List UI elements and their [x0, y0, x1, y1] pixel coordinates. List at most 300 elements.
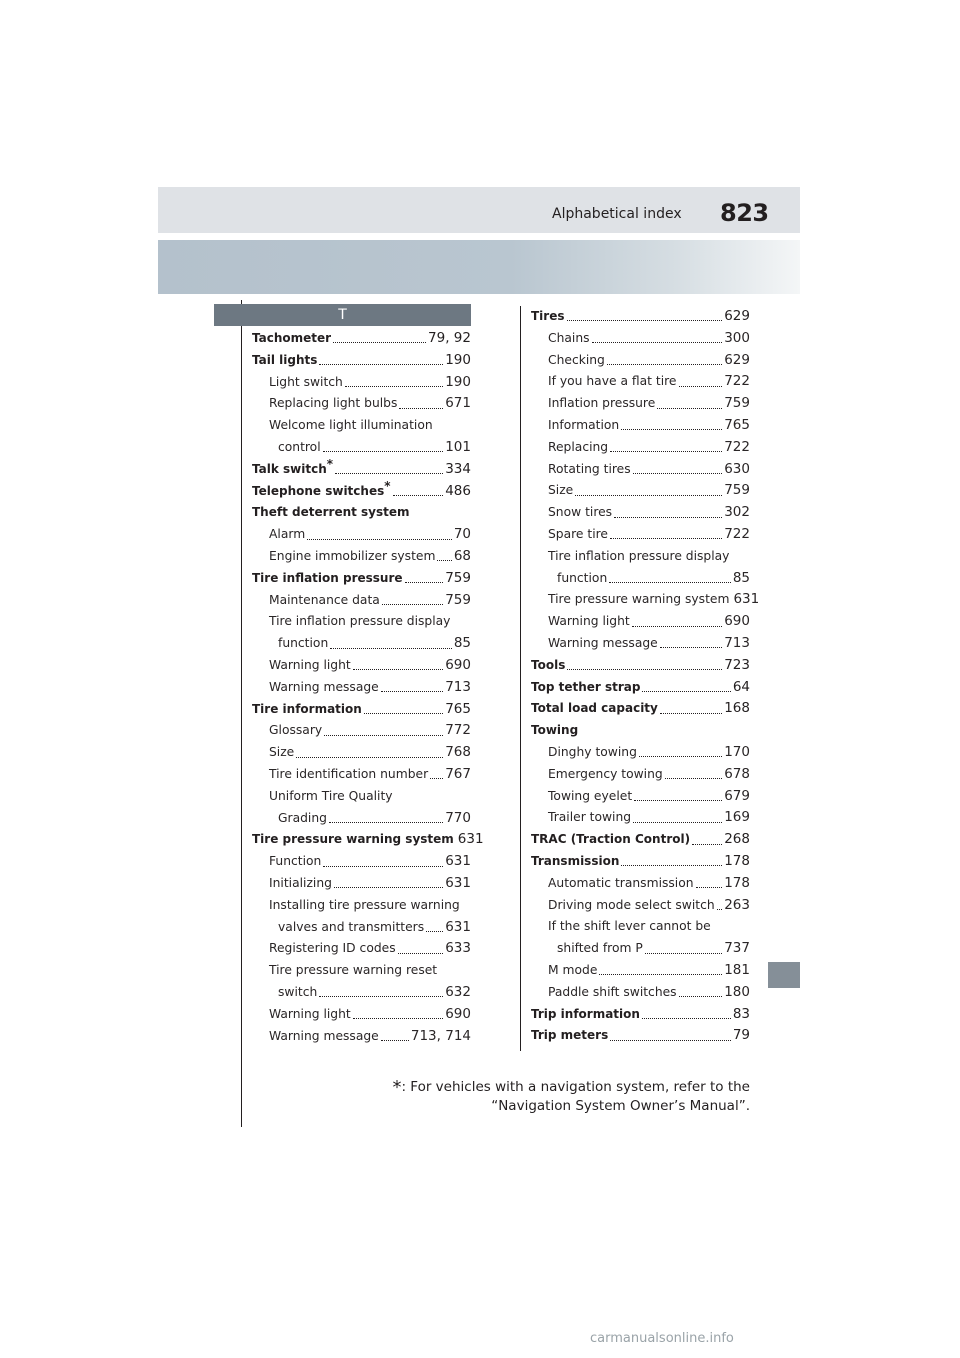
index-entry-pages: 765 — [724, 416, 750, 433]
dot-leader — [567, 320, 723, 321]
index-entry — [531, 720, 750, 742]
index-entry-pages: 631 — [457, 831, 484, 848]
dot-leader — [399, 408, 443, 409]
index-entry-pages: 759 — [724, 395, 750, 412]
footnote-star-icon: * — [384, 478, 391, 493]
index-entry — [531, 829, 750, 851]
index-entry-pages: 690 — [445, 1005, 471, 1022]
index-entry-label — [548, 437, 608, 459]
index-entry-label — [548, 960, 597, 982]
index-entry-pages: 79 — [732, 1027, 750, 1044]
index-entry-pages: 632 — [445, 983, 471, 1000]
index-entry-pages: 181 — [724, 961, 750, 978]
index-entry-text: Tachometer — [252, 331, 332, 345]
dot-leader — [614, 517, 722, 518]
index-entry-pages: 713 — [445, 678, 471, 695]
index-entry-text: Theft deterrent system — [252, 505, 410, 520]
index-entry — [252, 524, 471, 546]
dot-leader — [696, 887, 723, 888]
index-entry-pages: 631 — [733, 591, 760, 608]
index-entry-pages: 770 — [445, 809, 471, 826]
index-entry-pages: 671 — [445, 395, 471, 412]
index-entry — [531, 306, 750, 328]
index-entry-text: Telephone switches — [252, 483, 385, 498]
index-entry-text: Tire pressure warning system — [252, 832, 454, 847]
index-entry — [531, 524, 750, 546]
index-entry — [531, 982, 750, 1004]
index-entry-label — [548, 546, 750, 568]
index-entry-label — [269, 895, 471, 917]
dot-leader — [323, 451, 444, 452]
dot-leader — [610, 538, 722, 539]
index-entry-label — [269, 786, 471, 808]
index-entry — [252, 808, 471, 830]
page-number: 823 — [720, 199, 769, 227]
index-entry-pages: 629 — [724, 308, 750, 324]
index-entry-text: Tire identification number — [269, 766, 429, 781]
dot-leader — [665, 778, 723, 779]
index-entry-label — [269, 742, 294, 764]
dot-leader — [353, 669, 443, 670]
index-entry — [252, 350, 471, 372]
index-entry-text: Warning message — [548, 635, 658, 650]
index-entry-pages: 268 — [724, 831, 750, 848]
index-entry-label — [252, 699, 362, 721]
index-entry-pages: 334 — [445, 460, 471, 477]
index-entry — [531, 938, 750, 960]
dot-leader — [405, 582, 444, 583]
index-entry-text: function — [557, 570, 608, 585]
index-entry-text: control — [278, 439, 321, 454]
index-entry-text: Emergency towing — [548, 766, 663, 781]
index-entry-text: Tire inflation pressure display — [548, 548, 730, 563]
index-entry — [531, 502, 750, 524]
dot-leader — [679, 996, 723, 997]
index-entry-pages: 737 — [724, 940, 750, 957]
index-entry-pages: 722 — [724, 373, 750, 390]
index-entry — [531, 546, 750, 568]
index-entry-text: Registering ID codes — [269, 941, 396, 956]
index-entry-label — [278, 808, 327, 830]
dot-leader — [633, 822, 722, 823]
index-entry-text: Size — [548, 483, 574, 498]
dot-leader — [437, 560, 451, 561]
dot-leader — [660, 647, 722, 648]
index-entry-pages: 767 — [445, 765, 471, 782]
index-entry — [531, 895, 750, 917]
index-entry-label — [252, 568, 403, 590]
index-entry — [531, 589, 760, 611]
index-entry — [531, 371, 750, 393]
dot-leader — [353, 1018, 443, 1019]
index-entry-text: Warning light — [269, 1006, 351, 1021]
index-entry — [252, 895, 471, 917]
index-entry-pages: 180 — [724, 983, 750, 1000]
index-entry-text: function — [278, 636, 329, 651]
dot-leader — [567, 669, 722, 670]
index-entry — [531, 633, 750, 655]
dot-leader — [679, 386, 723, 387]
index-entry — [252, 960, 471, 982]
index-entry-pages: 759 — [445, 569, 471, 586]
dot-leader — [592, 342, 723, 343]
index-entry-label — [548, 982, 677, 1004]
dot-leader — [324, 735, 443, 736]
index-entry — [252, 1026, 471, 1048]
index-entry-label — [548, 742, 637, 764]
index-entry-pages: 629 — [724, 351, 750, 368]
index-entry-label — [269, 655, 351, 677]
index-entry-pages: 178 — [724, 874, 750, 891]
index-entry — [252, 328, 471, 350]
index-entry-text: If you have a flat tire — [548, 374, 677, 389]
index-entry — [252, 611, 471, 633]
index-entry-text: Total load capacity — [531, 701, 658, 716]
index-entry-text: Tire inflation pressure — [252, 570, 403, 585]
column-rule-middle — [520, 306, 521, 1051]
footnote — [360, 1078, 750, 1115]
index-entry — [252, 938, 471, 960]
index-entry-text: Tail lights — [252, 352, 318, 367]
index-entry-text: Maintenance data — [269, 592, 380, 607]
index-entry-text: Uniform Tire Quality — [269, 788, 393, 803]
index-entry-pages: 300 — [724, 329, 750, 346]
index-entry-pages: 723 — [724, 656, 750, 673]
index-entry-text: Function — [269, 854, 322, 869]
index-entry-text: Chains — [548, 330, 590, 345]
index-entry — [252, 633, 471, 655]
dot-leader — [381, 691, 443, 692]
footnote-marker: * — [392, 1077, 402, 1098]
index-entry — [252, 829, 484, 851]
index-entry — [531, 916, 750, 938]
index-entry-pages: 178 — [724, 852, 750, 869]
dot-leader — [633, 473, 723, 474]
index-entry-label — [278, 917, 424, 939]
index-entry-pages: 486 — [445, 482, 471, 499]
index-entry — [252, 393, 471, 415]
index-entry-label — [278, 437, 321, 459]
index-entry-text: Rotating tires — [548, 461, 631, 476]
index-entry-label — [548, 502, 612, 524]
column-rule-left — [241, 300, 242, 1127]
index-entry-pages: 722 — [724, 525, 750, 542]
index-entry-label — [252, 502, 471, 524]
index-entry-text: valves and transmitters — [278, 919, 425, 934]
dot-leader — [319, 996, 443, 997]
dot-leader — [657, 408, 722, 409]
index-entry-pages: 263 — [724, 896, 750, 913]
index-entry — [252, 873, 471, 895]
index-entry-pages: 759 — [724, 482, 750, 499]
decorative-band — [158, 240, 800, 294]
index-entry-text: Automatic transmission — [548, 875, 694, 890]
index-entry — [252, 546, 471, 568]
dot-leader — [575, 495, 722, 496]
dot-leader — [334, 887, 443, 888]
index-entry — [531, 328, 750, 350]
index-entry — [531, 611, 750, 633]
index-entry-text: Size — [269, 745, 295, 760]
index-entry — [252, 568, 471, 590]
index-entry — [252, 502, 471, 524]
index-entry-label — [269, 415, 471, 437]
dot-leader — [621, 865, 722, 866]
index-entry-text: Replacing light bulbs — [269, 396, 398, 411]
index-entry — [252, 677, 471, 699]
index-entry-text: Light switch — [269, 374, 343, 389]
section-thumb-tab — [768, 962, 800, 988]
dot-leader — [599, 974, 722, 975]
index-entry-label — [531, 698, 658, 720]
index-entry — [252, 720, 471, 742]
dot-leader — [632, 626, 722, 627]
index-entry-label — [531, 677, 640, 699]
dot-leader — [319, 364, 443, 365]
index-entry — [252, 786, 471, 808]
page-title: Alphabetical index — [552, 206, 682, 222]
index-entry — [531, 873, 750, 895]
index-entry — [252, 372, 471, 394]
index-entry-pages: 679 — [724, 787, 750, 804]
index-entry — [252, 742, 471, 764]
index-entry-text: Inflation pressure — [548, 396, 656, 411]
index-entry-text: Transmission — [531, 853, 620, 868]
dot-leader — [607, 364, 722, 365]
index-entry-label — [531, 1004, 640, 1026]
index-entry — [531, 480, 750, 502]
index-entry — [531, 1004, 750, 1026]
index-entry-text: Driving mode select switch — [548, 897, 715, 912]
dot-leader — [639, 756, 722, 757]
index-entry-text: Replacing — [548, 439, 609, 454]
index-entry-pages: 772 — [445, 722, 471, 739]
index-entry-pages: 633 — [445, 940, 471, 957]
footnote-line-2: “Navigation System Owner’s Manual”. — [491, 1098, 750, 1114]
index-entry-label — [269, 1004, 351, 1026]
index-entry-label — [531, 1025, 608, 1047]
dot-leader — [645, 953, 722, 954]
index-entry-text: Tires — [531, 309, 565, 323]
index-entry-label — [557, 568, 607, 590]
index-entry-label — [269, 372, 343, 394]
index-entry — [252, 655, 471, 677]
index-column-right — [531, 306, 760, 1047]
index-entry-label — [548, 807, 631, 829]
index-entry-pages: 690 — [724, 613, 750, 630]
index-entry — [252, 437, 471, 459]
dot-leader — [642, 691, 730, 692]
index-entry-text: Trip information — [531, 1006, 640, 1021]
index-entry-label — [548, 633, 658, 655]
dot-leader — [610, 1040, 731, 1041]
index-entry-label — [548, 916, 750, 938]
index-entry — [531, 568, 750, 590]
index-entry-label — [548, 589, 729, 611]
index-entry-text: Paddle shift switches — [548, 984, 677, 999]
index-entry — [252, 851, 471, 873]
index-entry-label — [269, 938, 396, 960]
index-entry-pages: 190 — [445, 351, 471, 368]
dot-leader — [717, 909, 723, 910]
index-entry — [531, 807, 750, 829]
index-entry-pages: 85 — [453, 635, 471, 652]
index-entry-label — [252, 456, 334, 481]
index-entry-text: Trailer towing — [548, 810, 632, 825]
index-entry-pages: 768 — [445, 744, 471, 761]
index-entry-label — [278, 633, 328, 655]
index-entry-text: Tools — [531, 657, 566, 672]
dot-leader — [398, 953, 444, 954]
index-entry-pages: 302 — [724, 504, 750, 521]
index-entry — [531, 698, 750, 720]
index-entry-label — [269, 677, 379, 699]
index-entry-label — [269, 960, 471, 982]
index-entry-label — [548, 611, 630, 633]
index-entry-text: Tire pressure warning system — [548, 592, 730, 607]
index-entry-label — [252, 829, 454, 851]
index-entry-pages: 631 — [445, 853, 471, 870]
dot-leader — [329, 822, 443, 823]
index-entry — [252, 764, 471, 786]
index-entry-label — [269, 393, 397, 415]
index-entry-label — [269, 611, 471, 633]
index-column-left — [252, 328, 484, 1047]
dot-leader — [381, 1040, 409, 1041]
index-entry-label — [548, 371, 677, 393]
index-entry-text: Glossary — [269, 723, 323, 738]
index-entry-pages: 85 — [732, 569, 750, 586]
index-entry-text: Talk switch — [252, 461, 327, 476]
index-entry-pages: 64 — [732, 678, 750, 695]
index-entry-pages: 713 — [724, 634, 750, 651]
index-entry — [531, 350, 750, 372]
index-entry — [252, 699, 471, 721]
index-entry-pages: 765 — [445, 700, 471, 717]
index-entry — [531, 786, 750, 808]
index-entry — [252, 1004, 471, 1026]
index-entry-pages: 79, 92 — [428, 330, 471, 346]
index-entry-text: Grading — [278, 810, 327, 825]
dot-leader — [333, 342, 426, 343]
dot-leader — [296, 757, 443, 758]
index-entry-label — [548, 350, 605, 372]
index-entry-text: Initializing — [269, 875, 332, 890]
index-entry-label — [252, 478, 391, 503]
index-entry-label — [531, 829, 690, 851]
index-entry-label — [278, 982, 317, 1004]
index-entry-pages: 70 — [453, 526, 471, 543]
index-entry-text: Tire pressure warning reset — [269, 963, 438, 978]
index-entry-label — [269, 524, 305, 546]
index-entry-label — [269, 764, 428, 786]
index-entry — [252, 456, 471, 481]
index-entry-pages: 630 — [724, 460, 750, 477]
index-entry-text: Welcome light illumination — [269, 418, 433, 433]
index-entry-pages: 631 — [445, 874, 471, 891]
index-entry — [252, 917, 471, 939]
dot-leader — [307, 539, 452, 540]
index-entry-pages: 170 — [724, 743, 750, 760]
index-entry — [531, 960, 750, 982]
index-entry — [531, 415, 750, 437]
dot-leader — [364, 713, 443, 714]
index-entry — [252, 590, 471, 612]
index-entry-text: Alarm — [269, 527, 306, 542]
index-entry-label — [548, 328, 590, 350]
index-entry — [252, 478, 471, 503]
index-entry-pages: 190 — [445, 373, 471, 390]
index-entry-text: Dinghy towing — [548, 744, 637, 759]
watermark: carmanualsonline.info — [590, 1331, 734, 1346]
index-entry-label — [548, 393, 655, 415]
index-entry-text: Spare tire — [548, 526, 608, 541]
index-entry-label — [548, 764, 663, 786]
index-entry-pages: 83 — [732, 1005, 750, 1022]
index-entry-text: TRAC (Traction Control) — [531, 832, 691, 847]
index-entry-label — [531, 655, 565, 677]
index-entry — [531, 1025, 750, 1047]
index-entry-pages: 759 — [445, 591, 471, 608]
dot-leader — [692, 844, 722, 845]
index-entry-pages: 722 — [724, 438, 750, 455]
section-letter-header: T — [214, 304, 471, 326]
index-entry-pages: 101 — [445, 438, 471, 455]
dot-leader — [335, 473, 443, 474]
index-entry — [252, 982, 471, 1004]
dot-leader — [642, 1018, 731, 1019]
dot-leader — [345, 386, 443, 387]
footnote-line-1: : For vehicles with a navigation system, refer to the — [401, 1079, 750, 1095]
index-entry-text: Engine immobilizer system — [269, 548, 436, 563]
index-entry-text: M mode — [548, 962, 598, 977]
index-entry-text: Warning message — [269, 679, 379, 694]
index-entry-text: Top tether strap — [531, 679, 641, 694]
index-entry — [252, 415, 471, 437]
index-entry-text: Tire inflation pressure display — [269, 614, 451, 629]
index-entry-label — [269, 546, 435, 568]
index-entry-pages: 68 — [453, 547, 471, 564]
index-entry-pages: 713, 714 — [410, 1027, 471, 1044]
index-entry-text: switch — [278, 984, 318, 999]
dot-leader — [634, 800, 722, 801]
dot-leader — [330, 648, 452, 649]
index-entry-text: Information — [548, 417, 620, 432]
index-entry-pages: 631 — [445, 918, 471, 935]
index-entry-text: Installing tire pressure warning — [269, 897, 460, 912]
index-entry-label — [548, 480, 573, 502]
index-entry-pages: 168 — [724, 700, 750, 717]
index-entry-label — [531, 720, 750, 742]
index-entry-text: Warning message — [269, 1028, 379, 1043]
index-entry-text: If the shift lever cannot be — [548, 919, 711, 934]
index-entry-label — [252, 328, 331, 350]
dot-leader — [610, 451, 722, 452]
index-entry-label — [548, 459, 631, 481]
dot-leader — [660, 713, 722, 714]
index-entry-label — [269, 720, 322, 742]
index-entry — [531, 764, 750, 786]
dot-leader — [609, 582, 731, 583]
index-entry-text: Towing eyelet — [548, 788, 633, 803]
footnote-star-icon: * — [326, 456, 334, 471]
index-entry-label — [548, 895, 715, 917]
index-entry-label — [548, 873, 694, 895]
index-entry-text: shifted from P — [557, 941, 643, 956]
index-entry-text: Towing — [531, 723, 579, 738]
index-entry-label — [557, 938, 643, 960]
index-entry-text: Trip meters — [531, 1028, 609, 1043]
